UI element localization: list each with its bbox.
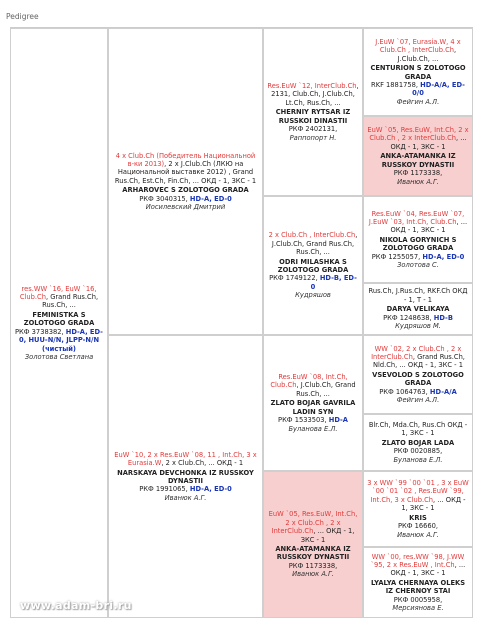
dog-name[interactable]: ANKA-ATAMANKA IZ RUSSKOY DYNASTII bbox=[380, 152, 456, 169]
health-tests: HD-A/A bbox=[429, 387, 457, 396]
registration: РКФ 1248638, bbox=[383, 313, 434, 322]
cell-titles-extra: , Grand Rus.Ch, Nld.Ch, ... ОКД - 1, ЗКС - 1 bbox=[373, 352, 465, 370]
cell-titles: 3 x WW `99 `00 `01 , 3 x EuW `00 `01 `02 , Res.EuW `99, Int.Ch, 3 x Club.Ch bbox=[367, 479, 469, 504]
pedigree-cell-sire bbox=[108, 28, 263, 335]
health-tests: HD-A, ED-0 bbox=[422, 252, 465, 261]
health-tests: HD-A, ED-0 bbox=[189, 194, 232, 203]
dog-name[interactable]: FEMINISTKA S ZOLOTOGO GRADA bbox=[23, 310, 95, 328]
cell-titles: Res.EuW `12, InterClub.Ch bbox=[267, 82, 357, 91]
breeder: Иванюк А.Г. bbox=[397, 530, 439, 539]
cell-titles-extra: , ... ОКД - 1, ЗКС - 1 bbox=[401, 495, 466, 513]
registration: РКФ 0020885, bbox=[393, 447, 443, 456]
cell-titles-extra: , Grand Rus.Ch, Rus.Ch, ... bbox=[42, 293, 99, 310]
cell-titles: Res.EuW `04, Res.EuW `07, J.EuW `03, Int.Ch, Club.Ch bbox=[368, 209, 465, 226]
registration: РКФ 1064763, bbox=[379, 387, 430, 396]
breeder: Кудряшов М. bbox=[395, 322, 441, 331]
dog-name[interactable]: NIKOLA GORYNICH S ZOLOTOGO GRADA bbox=[379, 235, 457, 253]
cell-titles: WW `02, 2 x Club.Ch , 2 x InterClub.Ch bbox=[371, 344, 462, 361]
pedigree-cell-dam bbox=[10, 28, 108, 618]
cell-titles: EuW `10, 2 x Res.EuW `08, 11 , Int.Ch, 3 x Eurasia.W bbox=[114, 450, 257, 468]
cell-titles-extra: , J.Club.Ch, Grand Rus.Ch, Rus.Ch, ... bbox=[271, 231, 358, 257]
breeder: Иванюк А.Г. bbox=[164, 493, 207, 502]
dog-name[interactable]: ZLATO BOJAR LADA bbox=[381, 438, 455, 447]
registration: РКФ 2402131, bbox=[288, 125, 338, 134]
pedigree-cell-gen4-2 bbox=[363, 116, 473, 196]
registration: РКФ 1749122, bbox=[269, 274, 320, 283]
cell-titles-extra: , 2131, Club.Ch, J.Club.Ch, Lt.Ch, Rus.Ch, ... bbox=[271, 82, 359, 107]
pedigree-table bbox=[10, 27, 473, 618]
cell-titles-extra: , ... ОКД - 1, ЗКС - 1 bbox=[300, 527, 355, 544]
breeder: Мерсиянова Е. bbox=[392, 604, 444, 613]
pedigree-cell-gen4-4 bbox=[363, 283, 473, 335]
registration: РКФ 3738382, bbox=[15, 327, 66, 336]
cell-titles: EuW `05, Res.EuW, Int.Ch, 2 x Club.Ch , 2 x InterClub.Ch bbox=[268, 510, 358, 536]
registration: РКФ 0005958, bbox=[393, 595, 443, 604]
dog-name[interactable]: CHERNIY RYTSAR IZ RUSSKOI DINASTII bbox=[275, 108, 351, 125]
registration: РКФ 1173338, bbox=[288, 561, 338, 570]
watermark: www.adam-bri.ru bbox=[20, 599, 132, 612]
cell-titles: WW `00, res.WW `98, J.WW `95, 2 x Res.EuW , Int.Ch bbox=[370, 552, 465, 569]
breeder: Фейгин А.Л. bbox=[396, 396, 440, 405]
cell-titles-extra: , ... ОКД - 1, ЗКС - 1 bbox=[390, 134, 467, 151]
breeder: Буланова Е.Л. bbox=[393, 455, 443, 464]
breeder: Золотова Светлана bbox=[24, 352, 94, 361]
dog-name[interactable]: DARYA VELIKAYA bbox=[386, 305, 450, 314]
breeder: Кудряшов bbox=[295, 291, 331, 300]
registration: РКФ 3040315, bbox=[139, 194, 190, 203]
registration: РКФ 1991065, bbox=[139, 485, 190, 494]
registration: RKF 1881758, bbox=[371, 80, 421, 89]
breeder: Буланова Е.Л. bbox=[288, 424, 338, 433]
pedigree-cell-gen3-3 bbox=[263, 335, 363, 471]
breeder: Золотова С. bbox=[397, 261, 439, 270]
health-tests: HD-A, ED-0 bbox=[189, 485, 232, 494]
cell-titles: Res.EuW `08, Int.Ch, Club.Ch bbox=[270, 373, 348, 390]
pedigree-cell-gen4-8 bbox=[363, 547, 473, 618]
pedigree-cell-dam-of-dam bbox=[108, 335, 263, 618]
health-tests: HD-A/A, ED-0/0 bbox=[412, 80, 465, 98]
health-tests: HD-A, ED-0, HUU-N/N, JLPP-N/N (чистый) bbox=[18, 327, 103, 353]
dog-name[interactable]: ANKA-ATAMANKA IZ RUSSKOY DYNASTII bbox=[275, 545, 351, 562]
dog-name[interactable]: ODRI MILASHKA S ZOLOTOGO GRADA bbox=[277, 257, 349, 274]
registration: РКФ 16660, bbox=[397, 522, 439, 531]
pedigree-cell-gen4-6 bbox=[363, 414, 473, 471]
pedigree-cell-gen4-5 bbox=[363, 335, 473, 414]
cell-titles-extra: , J.Club.Ch, ... bbox=[397, 46, 457, 63]
cell-titles-extra: , ... ОКД - 1, ЗКС - 1 bbox=[390, 560, 466, 578]
breeder: Раппопорт Н. bbox=[289, 133, 337, 142]
cell-titles: EuW `05, Res.EuW, Int.Ch, 2 x Club.Ch , 2 x InterClub.Ch bbox=[367, 126, 469, 143]
health-tests: HD-A bbox=[328, 416, 348, 425]
dog-name[interactable]: KRIS bbox=[409, 513, 427, 522]
pedigree-cell-gen3-1 bbox=[263, 28, 363, 196]
dog-name[interactable]: ARHAROVEC S ZOLOTOGO GRADA bbox=[122, 186, 249, 195]
cell-titles: res.WW `16, EuW `16, Club.Ch bbox=[19, 284, 97, 302]
dog-name[interactable]: VSEVOLOD S ZOLOTOGO GRADA bbox=[372, 370, 464, 388]
page-heading: Pedigree bbox=[6, 12, 39, 21]
pedigree-cell-gen4-1 bbox=[363, 28, 473, 116]
cell-titles: 2 x Club.Ch , InterClub.Ch bbox=[268, 231, 356, 240]
cell-titles: J.EuW `07, Eurasia.W, 4 x Club.Ch , InterClub.Ch bbox=[375, 37, 461, 55]
dog-name[interactable]: CENTURION S ZOLOTOGO GRADA bbox=[370, 64, 466, 81]
breeder: Иванюк А.Г. bbox=[397, 177, 439, 186]
cell-titles-extra: Rus.Ch, J.Rus.Ch, RKF.Ch ОКД - 1, Т - 1 bbox=[368, 287, 468, 304]
pedigree-cell-gen4-3 bbox=[363, 196, 473, 283]
breeder: Фейгин А.Л. bbox=[396, 97, 440, 106]
dog-name[interactable]: ZLATO BOJAR GAVRILA LADIN SYN bbox=[270, 399, 356, 416]
cell-titles-extra: , J.Club.Ch, Grand Rus.Ch, ... bbox=[296, 381, 356, 398]
dog-name[interactable]: LYALYA CHERNAYA OLEKS IZ CHERNOY STAI bbox=[370, 578, 466, 596]
cell-titles-extra: , 2 x J.Club.Ch (ЛКЮ на Национальной выставке 2012) , Grand Rus.Ch, Est.Ch, Fin.Ch, ... ОКД - 1, ЗКС - 1 bbox=[114, 159, 257, 185]
cell-titles-extra: , ... ОКД - 1, ЗКС - 1 bbox=[390, 217, 468, 235]
registration: РКФ 1255057, bbox=[371, 252, 423, 261]
breeder: Иосилевский Дмитрий bbox=[145, 203, 226, 212]
cell-titles-extra: , 2 x Club.Ch, ... ОКД - 1 bbox=[161, 459, 244, 468]
breeder: Иванюк А.Г. bbox=[292, 570, 334, 579]
cell-titles-extra: Blr.Ch, Mda.Ch, Rus.Ch ОКД - 1, ЗКС - 1 bbox=[368, 420, 468, 438]
registration: РКФ 1173338, bbox=[393, 169, 443, 178]
pedigree-cell-gen4-7 bbox=[363, 471, 473, 547]
pedigree-cell-gen3-4 bbox=[263, 471, 363, 618]
health-tests: HD-B, ED-0 bbox=[310, 274, 357, 291]
registration: РКФ 1533503, bbox=[278, 416, 329, 425]
cell-titles: 4 x Club.Ch (Победитель Национальной в-ки 2013) bbox=[115, 151, 256, 168]
pedigree-cell-gen3-2 bbox=[263, 196, 363, 335]
dog-name[interactable]: NARSKAYA DEVCHONKA IZ RUSSKOY DYNASTII bbox=[117, 468, 254, 485]
health-tests: HD-B bbox=[433, 313, 453, 322]
